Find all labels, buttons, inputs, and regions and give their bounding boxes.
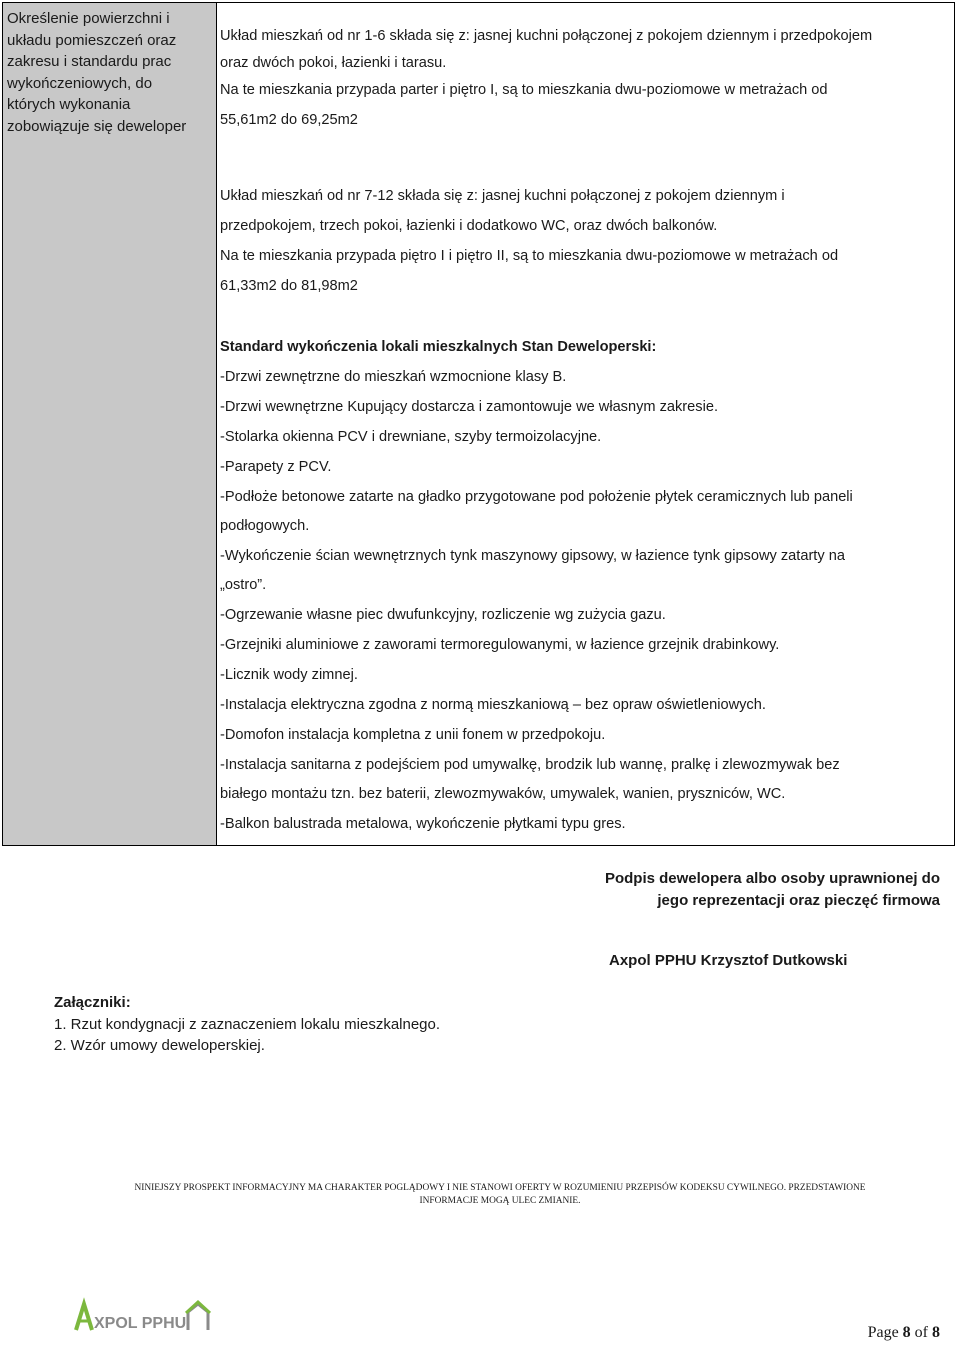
label-line: układu pomieszczeń oraz bbox=[7, 31, 177, 49]
company-name: Axpol PPHU Krzysztof Dutkowski bbox=[609, 952, 848, 969]
standard-item: -Balkon balustrada metalowa, wykończenie płytkami typu gres. bbox=[220, 816, 626, 832]
standard-item: -Instalacja sanitarna z podejściem pod umywalkę, brodzik lub wannę, pralkę i zlewozmywak bez bbox=[220, 757, 840, 773]
signature-caption bbox=[605, 868, 940, 912]
para2-line: Układ mieszkań od nr 7-12 składa się z: jasnej kuchni połączonej z pokojem dziennym i bbox=[220, 188, 785, 204]
para2-line: przedpokojem, trzech pokoi, łazienki i dodatkowo WC, oraz dwóch balkonów. bbox=[220, 218, 718, 234]
page-current: 8 bbox=[902, 1324, 911, 1341]
company-logo bbox=[74, 1296, 216, 1336]
page-number bbox=[868, 1324, 940, 1342]
disclaimer-line: INFORMACJE MOGĄ ULEC ZMIANIE. bbox=[419, 1196, 581, 1206]
label-line: Określenie powierzchni i bbox=[7, 10, 170, 27]
standard-item: -Ogrzewanie własne piec dwufunkcyjny, rozliczenie wg zużycia gazu. bbox=[220, 607, 666, 623]
attachments-title: Załączniki: bbox=[54, 994, 131, 1011]
standard-item: -Domofon instalacja kompletna z unii fonem w przedpokoju. bbox=[220, 727, 606, 743]
page-of: of bbox=[910, 1324, 932, 1341]
standard-item: -Stolarka okienna PCV i drewniane, szyby termoizolacyjne. bbox=[220, 429, 602, 445]
signature-line: Podpis dewelopera albo osoby uprawnionej do bbox=[604, 870, 940, 887]
standard-item: -Licznik wody zimnej. bbox=[220, 667, 358, 683]
standard-item: „ostro”. bbox=[220, 577, 267, 593]
standard-item: -Grzejniki aluminiowe z zaworami termoregulowanymi, w łazience grzejnik drabinkowy. bbox=[220, 637, 780, 653]
standard-item: -Instalacja elektryczna zgodna z normą mieszkaniową – bez opraw oświetleniowych. bbox=[220, 697, 766, 713]
standard-item: białego montażu tzn. bez baterii, zlewozmywaków, umywalek, wanien, pryszniców, WC. bbox=[220, 786, 786, 802]
table-label-cell bbox=[3, 3, 217, 845]
para1-line: oraz dwóch pokoi, łazienki i tarasu. bbox=[220, 55, 447, 71]
para2-line: Na te mieszkania przypada piętro I i piętro II, są to mieszkania dwu-poziomowe w metrażach od bbox=[220, 248, 839, 264]
standard-heading: Standard wykończenia lokali mieszkalnych Stan Deweloperski: bbox=[220, 339, 657, 355]
attachment-item: 1. Rzut kondygnacji z zaznaczeniem lokalu mieszkalnego. bbox=[54, 1015, 441, 1033]
disclaimer bbox=[60, 1182, 940, 1208]
standard-item: -Parapety z PCV. bbox=[220, 459, 332, 475]
page-prefix: Page bbox=[867, 1324, 903, 1341]
label-line: wykończeniowych, do bbox=[7, 74, 153, 92]
info-table bbox=[2, 2, 955, 846]
disclaimer-line: NINIEJSZY PROSPEKT INFORMACYJNY MA CHARAKTER POGLĄDOWY I NIE STANOWI OFERTY W ROZUMIENIU PRZEPISÓW KODEKSU CYWILNEGO. PRZEDSTAWIONE bbox=[134, 1183, 866, 1193]
standard-item: -Drzwi zewnętrzne do mieszkań wzmocnione klasy B. bbox=[220, 369, 567, 385]
para1-line: Na te mieszkania przypada parter i piętro I, są to mieszkania dwu-poziomowe w metrażach od bbox=[220, 82, 828, 98]
standard-item: -Drzwi wewnętrzne Kupujący dostarcza i zamontowuje we własnym zakresie. bbox=[220, 399, 718, 415]
attachments bbox=[54, 992, 440, 1057]
standard-item: -Wykończenie ścian wewnętrznych tynk maszynowy gipsowy, w łazience tynk gipsowy zatarty na bbox=[220, 548, 845, 564]
logo-graphic bbox=[74, 1296, 216, 1336]
standard-item: -Podłoże betonowe zatarte na gładko przygotowane pod położenie płytek ceramicznych lub paneli bbox=[220, 489, 853, 505]
standard-item: podłogowych. bbox=[220, 518, 310, 534]
label-line: zobowiązuje się deweloper bbox=[7, 117, 187, 135]
para2-line: 61,33m2 do 81,98m2 bbox=[220, 278, 358, 294]
logo-text: XPOL PPHU bbox=[94, 1315, 187, 1332]
table-content-cell bbox=[220, 21, 946, 839]
attachment-item: 2. Wzór umowy deweloperskiej. bbox=[54, 1037, 265, 1054]
para1-line: Układ mieszkań od nr 1-6 składa się z: jasnej kuchni połączonej z pokojem dziennym i przedpokojem bbox=[220, 28, 873, 44]
label-line: zakresu i standardu prac bbox=[7, 53, 172, 70]
label-line: których wykonania bbox=[7, 96, 131, 113]
signature-line: jego reprezentacji oraz pieczęć firmowa bbox=[657, 892, 940, 909]
para1-line: 55,61m2 do 69,25m2 bbox=[220, 112, 358, 128]
page-total: 8 bbox=[932, 1324, 940, 1341]
